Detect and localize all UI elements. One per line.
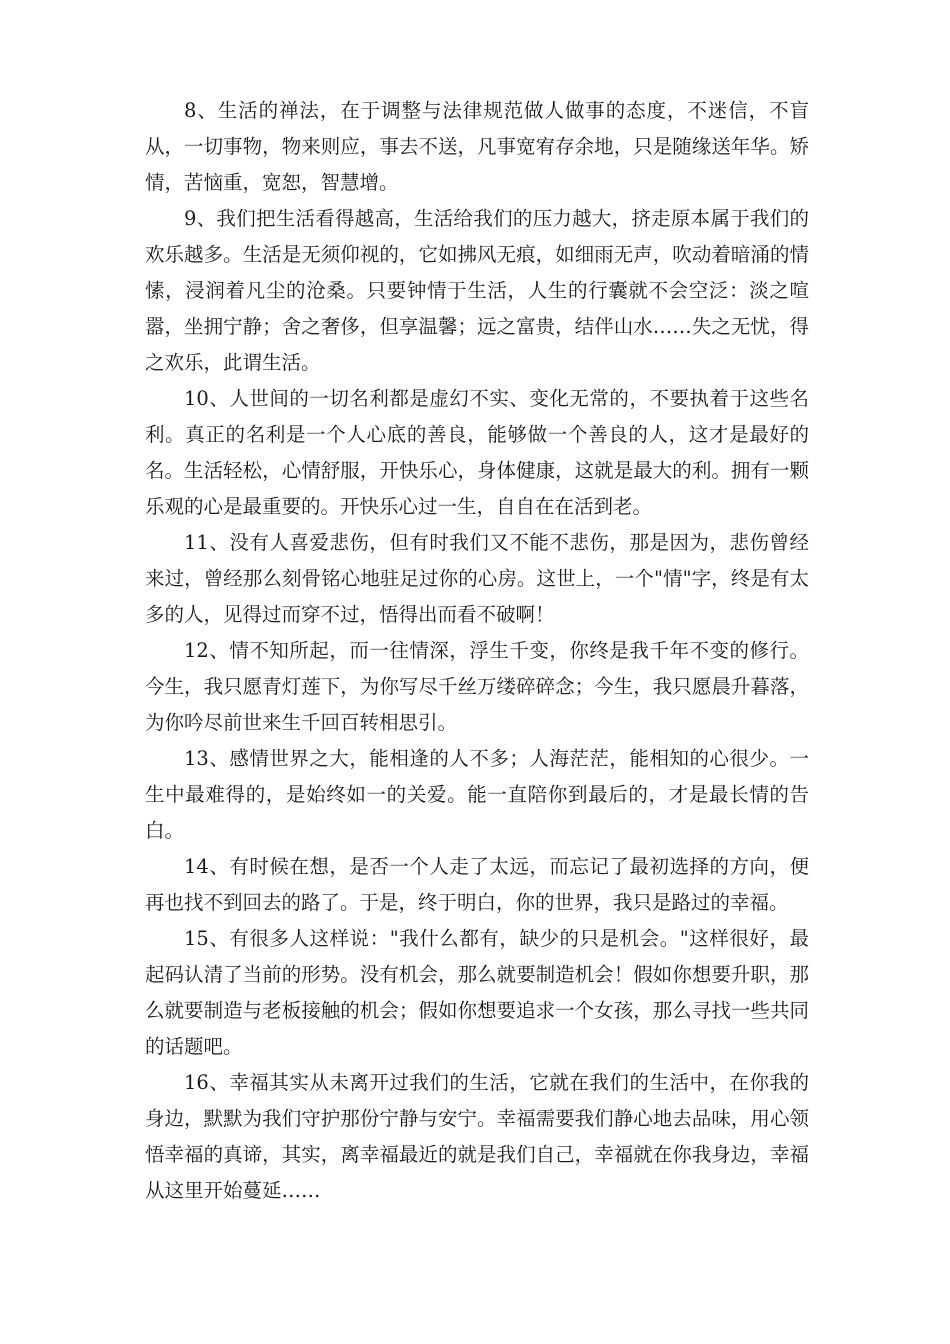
paragraph-16: 16、幸福其实从未离开过我们的生活，它就在我们的生活中，在你我的身边，默默为我们守护那份宁静与安宁。幸福需要我们静心地去品味，用心领悟幸福的真谛，其实，离幸福最近的就是我们自己，幸福就在你我身边，幸福从这里开始蔓延…… (145, 1071, 809, 1202)
paragraph-15: 15、有很多人这样说："我什么都有，缺少的只是机会。"这样很好，最起码认清了当前的形势。没有机会，那么就要制造机会！假如你想要升职，那么就要制造与老板接触的机会；假如你想要追求一个女孩，那么寻找一些共同的话题吧。 (145, 927, 809, 1058)
paragraph-11: 11、没有人喜爱悲伤，但有时我们又不能不悲伤，那是因为，悲伤曾经来过，曾经那么刻骨铭心地驻足过你的心房。这世上，一个"情"字，终是有太多的人，见得过而穿不过，悟得出而看不破啊！ (145, 531, 809, 626)
paragraph-12: 12、情不知所起，而一往情深，浮生千变，你终是我千年不变的修行。今生，我只愿青灯莲下，为你写尽千丝万缕碎碎念；今生，我只愿晨升暮落，为你吟尽前世来生千回百转相思引。 (145, 639, 809, 734)
paragraph-13: 13、感情世界之大，能相逢的人不多；人海茫茫，能相知的心很少。一生中最难得的，是始终如一的关爱。能一直陪你到最后的，才是最长情的告白。 (145, 747, 809, 842)
document-body (145, 93, 809, 1209)
paragraph-10: 10、人世间的一切名利都是虚幻不实、变化无常的，不要执着于这些名利。真正的名利是一个人心底的善良，能够做一个善良的人，这才是最好的名。生活轻松，心情舒服，开快乐心，身体健康，这就是最大的利。拥有一颗乐观的心是最重要的。开快乐心过一生，自自在在活到老。 (145, 387, 809, 518)
paragraph-8: 8、生活的禅法，在于调整与法律规范做人做事的态度，不迷信，不盲从，一切事物，物来则应，事去不送，凡事宽宥存余地，只是随缘送年华。矫情，苦恼重，宽恕，智慧增。 (145, 99, 809, 194)
paragraph-14: 14、有时候在想，是否一个人走了太远，而忘记了最初选择的方向，便再也找不到回去的路了。于是，终于明白，你的世界，我只是路过的幸福。 (145, 855, 809, 914)
paragraph-9: 9、我们把生活看得越高，生活给我们的压力越大，挤走原本属于我们的欢乐越多。生活是无须仰视的，它如拂风无痕，如细雨无声，吹动着暗涌的情愫，浸润着凡尘的沧桑。只要钟情于生活，人生的行囊就不会空泛：淡之喧嚣，坐拥宁静；舍之奢侈，但享温馨；远之富贵，结伴山水……失之无忧，得之欢乐，此谓生活。 (145, 207, 809, 374)
